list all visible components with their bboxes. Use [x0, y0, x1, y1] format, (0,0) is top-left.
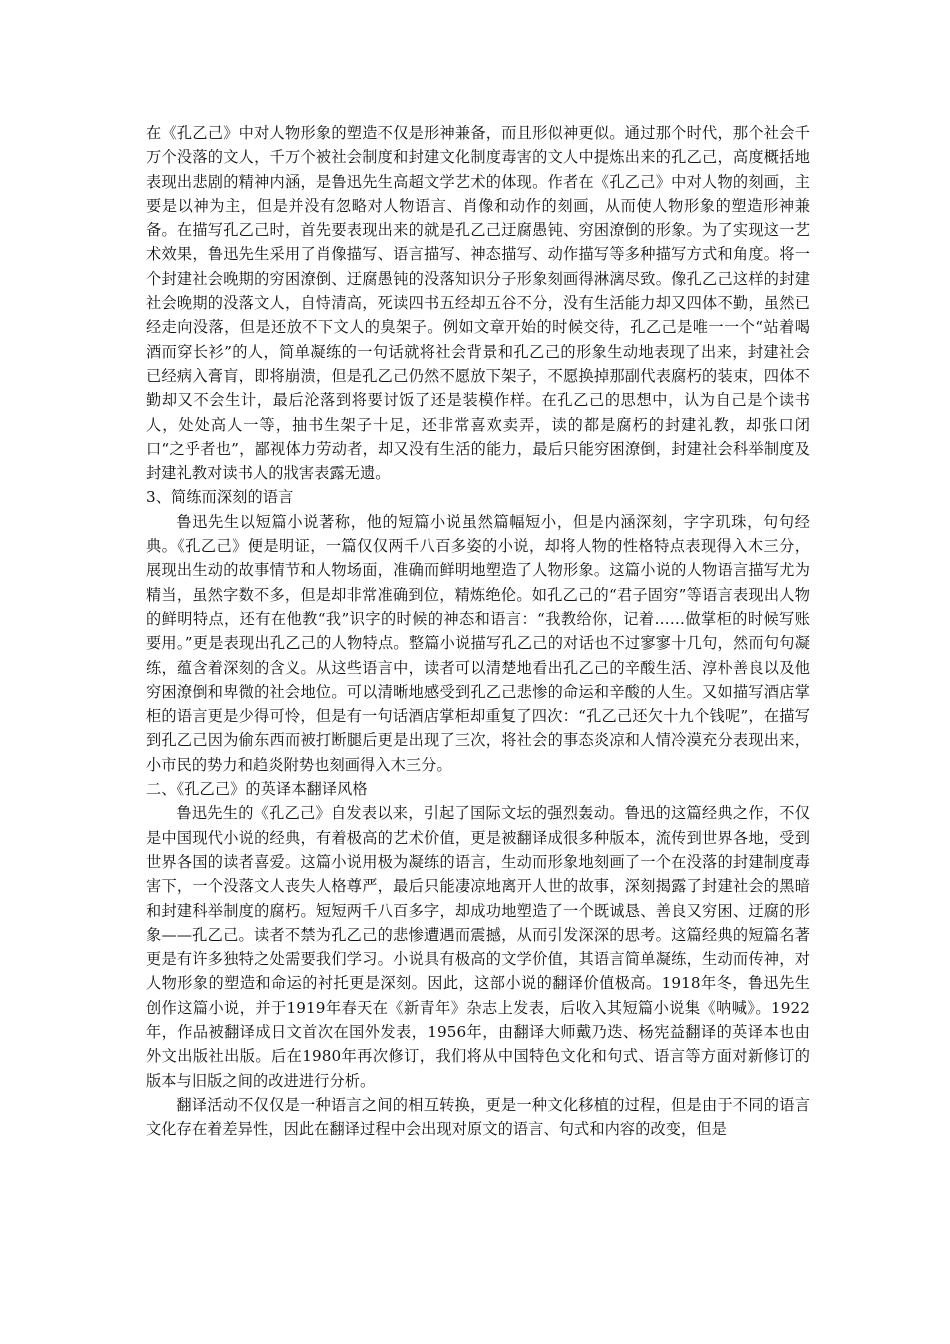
section-heading: 二、《孔乙己》的英译本翻译风格: [146, 780, 368, 799]
body-paragraph: 翻译活动不仅仅是一种语言之间的相互转换，更是一种文化移植的过程，但是由于不同的语言文化存在着差异性，因此在翻译过程中会出现对原文的语言、句式和内容的改变，但是: [146, 1095, 810, 1139]
body-paragraph: 在《孔乙己》中对人物形象的塑造不仅是形神兼备，而且形似神更似。通过那个时代，那个社会千万个没落的文人，千万个被社会制度和封建文化制度毒害的文人中提炼出来的孔乙己，高度概括地表现出悲剧的精神内涵，是鲁迅先生高超文学艺术的体现。作者在《孔乙己》中对人物的刻画，主要是以神为主，但是并没有忽略对人物语言、肖像和动作的刻画，从而使人物形象的塑造形神兼备。在描写孔乙己时，首先要表现出来的就是孔乙己迂腐愚钝、穷困潦倒的形象。为了实现这一艺术效果，鲁迅先生采用了肖像描写、语言描写、神态描写、动作描写等多种描写方式和角度。将一个封建社会晚期的穷困潦倒、迂腐愚钝的没落知识分子形象刻画得淋漓尽致。像孔乙己这样的封建社会晚期的没落文人，自恃清高，死读四书五经却五谷不分，没有生活能力却又四体不勤，虽然已经走向没落，但是还放不下文人的臭架子。例如文章开始的时候交待，孔乙己是唯一一个“站着喝酒而穿长衫”的人，简单凝练的一句话就将社会背景和孔乙己的形象生动地表现了出来，封建社会已经病入膏肓，即将崩溃，但是孔乙己仍然不愿放下架子，不愿换掉那副代表腐朽的装束，四体不勤却又不会生计，最后沦落到将要讨饭了还是装模作样。在孔乙己的思想中，认为自己是个读书人，处处高人一等，抽书生架子十足，还非常喜欢卖弄，读的都是腐朽的封建礼教，却张口闭口“之乎者也”，鄙视体力劳动者，却又没有生活的能力，最后只能穷困潦倒，封建社会科举制度及封建礼教对读书人的戕害表露无遗。: [146, 124, 810, 483]
section-heading: 3、简练而深刻的语言: [146, 488, 294, 507]
body-paragraph: 鲁迅先生以短篇小说著称，他的短篇小说虽然篇幅短小，但是内涵深刻，字字玑珠，句句经典。《孔乙己》便是明证，一篇仅仅两千八百多姿的小说，却将人物的性格特点表现得入木三分，展现出生动的故事情节和人物场面，准确而鲜明地塑造了人物形象。这篇小说的人物语言描写尤为精当，虽然字数不多，但是却非常准确到位，精炼绝伦。如孔乙己的“君子固穷”等语言表现出人物的鲜明特点，还有在他教“我”识字的时候的神态和语言：“我教给你，记着……做掌柜的时候写账要用。”更是表现出孔乙己的人物特点。整篇小说描写孔乙己的对话也不过寥寥十几句，然而句句凝练，蕴含着深刻的含义。从这些语言中，读者可以清楚地看出孔乙己的辛酸生活、淳朴善良以及他穷困潦倒和卑微的社会地位。可以清晰地感受到孔乙己悲惨的命运和辛酸的人生。又如描写酒店掌柜的语言更是少得可怜，但是有一句话酒店掌柜却重复了四次：“孔乙己还欠十九个钱呢”，在描写到孔乙己因为偷东西而被打断腿后更是出现了三次，将社会的事态炎凉和人情冷漠充分表现出来，小市民的势力和趋炎附势也刻画得入木三分。: [146, 512, 810, 774]
body-paragraph: 鲁迅先生的《孔乙己》自发表以来，引起了国际文坛的强烈轰动。鲁迅的这篇经典之作，不仅是中国现代小说的经典，有着极高的艺术价值，更是被翻译成很多种版本，流传到世界各地，受到世界各国的读者喜爱。这篇小说用极为凝练的语言，生动而形象地刻画了一个在没落的封建制度毒害下，一个没落文人丧失人格尊严，最后只能凄凉地离开人世的故事，深刻揭露了封建社会的黑暗和封建科举制度的腐朽。短短两千八百多字，却成功地塑造了一个既诚恳、善良又穷困、迂腐的形象——孔乙己。读者不禁为孔乙己的悲惨遭遇而震撼，从而引发深深的思考。这篇经典的短篇名著更是有许多独特之处需要我们学习。小说具有极高的文学价值，其语言简单凝练，生动而传神，对人物形象的塑造和命运的衬托更是深刻。因此，这部小说的翻译价值极高。1918年冬，鲁迅先生创作这篇小说，并于1919年春天在《新青年》杂志上发表，后收入其短篇小说集《呐喊》。1922年，作品被翻译成日文首次在国外发表，1956年，由翻译大师戴乃迭、杨宪益翻译的英译本也由外文出版社出版。后在1980年再次修订，我们将从中国特色文化和句式、语言等方面对新修订的版本与旧版之间的改进进行分析。: [146, 804, 810, 1090]
document-body: [146, 121, 810, 1141]
